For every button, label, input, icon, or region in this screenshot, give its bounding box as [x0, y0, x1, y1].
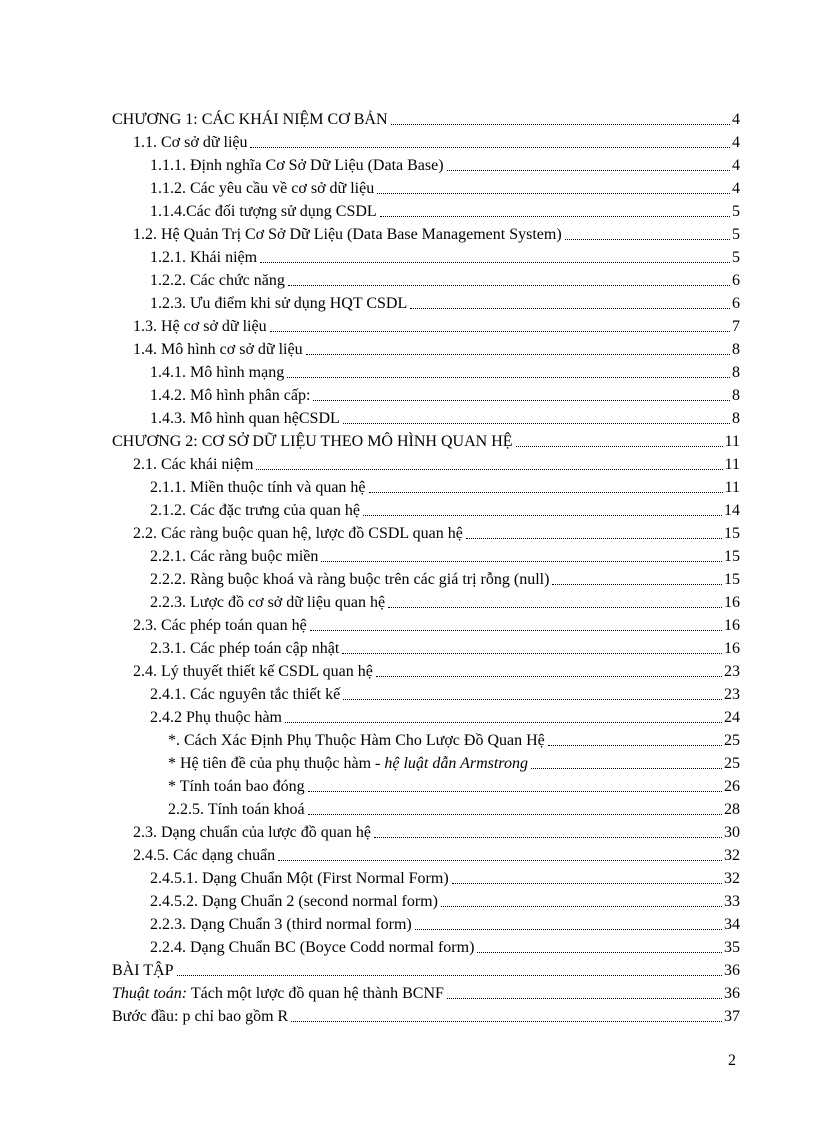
toc-title: 1.2. Hệ Quản Trị Cơ Sở Dữ Liệu (Data Base Management System)	[133, 226, 562, 243]
toc-entry[interactable]	[168, 775, 740, 797]
toc-entry[interactable]	[150, 384, 740, 406]
dot-leader	[565, 239, 730, 240]
toc-entry[interactable]	[133, 660, 740, 682]
toc-title: 2.2.5. Tính toán khoá	[168, 801, 305, 818]
dot-leader	[548, 745, 722, 746]
toc-page: 24	[724, 709, 740, 726]
toc-title: 2.2.2. Ràng buộc khoá và ràng buộc trên các giá trị rỗng (null)	[150, 571, 550, 588]
toc-page: 4	[732, 111, 740, 128]
toc-page: 32	[724, 870, 740, 887]
dot-leader	[256, 469, 722, 470]
toc-page: 7	[732, 318, 740, 335]
dot-leader	[447, 998, 722, 999]
dot-leader	[260, 262, 730, 263]
toc-title: 2.4.1. Các nguyên tắc thiết kế	[150, 686, 341, 703]
toc-title: 2.1. Các khái niệm	[133, 456, 254, 473]
toc-title: 1.1.1. Định nghĩa Cơ Sở Dữ Liệu (Data Base)	[150, 157, 444, 174]
toc-page: 25	[724, 755, 740, 772]
toc-title: 1.4.3. Mô hình quan hệCSDL	[150, 410, 340, 427]
dot-leader	[288, 285, 730, 286]
toc-page: 11	[724, 479, 740, 496]
toc-entry[interactable]	[150, 154, 740, 176]
toc-entry[interactable]	[150, 568, 740, 590]
toc-title: 2.4.5. Các dạng chuẩn	[133, 847, 276, 864]
toc-title: 2.4.2 Phụ thuộc hàm	[150, 709, 282, 726]
toc-entry[interactable]	[133, 614, 740, 636]
dot-leader	[441, 906, 722, 907]
toc-title: 2.4.5.1. Dạng Chuẩn Một (First Normal Form)	[150, 870, 449, 887]
toc-page: 4	[732, 180, 740, 197]
toc-entry[interactable]	[150, 591, 740, 613]
toc-title: 2.2.3. Lược đồ cơ sở dữ liệu quan hệ	[150, 594, 386, 611]
toc-title: 2.2.1. Các ràng buộc miền	[150, 548, 319, 565]
toc-entry[interactable]	[168, 752, 740, 774]
toc-title-italic: Thuật toán:	[112, 985, 188, 1002]
dot-leader	[452, 883, 722, 884]
toc-entry[interactable]	[168, 729, 740, 751]
toc-entry[interactable]	[133, 844, 740, 866]
toc-entry[interactable]	[150, 499, 740, 521]
dot-leader	[552, 584, 722, 585]
toc-page: 33	[724, 893, 740, 910]
toc-title: Bước đầu: p chỉ bao gồm R	[112, 1008, 289, 1025]
dot-leader	[415, 929, 722, 930]
toc-title: 2.3. Các phép toán quan hệ	[133, 617, 307, 634]
dot-leader	[391, 124, 730, 125]
toc-entry[interactable]	[150, 637, 740, 659]
dot-leader	[466, 538, 722, 539]
dot-leader	[308, 791, 722, 792]
dot-leader	[531, 768, 722, 769]
toc-page: 8	[732, 387, 740, 404]
toc-title: 1.2.2. Các chức năng	[150, 272, 285, 289]
dot-leader	[343, 423, 730, 424]
toc-page: 16	[724, 640, 740, 657]
toc-page: 11	[724, 456, 740, 473]
toc-title-italic: hệ luật dẫn Armstrong	[384, 755, 528, 772]
page-number: 2	[728, 1052, 736, 1069]
toc-title: 1.4.2. Mô hình phân cấp:	[150, 387, 311, 404]
toc-entry[interactable]	[133, 821, 740, 843]
dot-leader	[278, 860, 722, 861]
toc-entry[interactable]	[112, 430, 740, 452]
toc-page: 25	[724, 732, 740, 749]
toc-page: 30	[724, 824, 740, 841]
toc-title: BÀI TẬP	[112, 962, 174, 979]
toc-title: 2.2.3. Dạng Chuẩn 3 (third normal form)	[150, 916, 412, 933]
toc-title: 2.3.1. Các phép toán cập nhật	[150, 640, 340, 657]
toc-entry[interactable]	[150, 269, 740, 291]
toc-page: 8	[732, 364, 740, 381]
toc-title	[112, 984, 446, 1004]
dot-leader	[310, 630, 722, 631]
dot-leader	[308, 814, 722, 815]
toc-title: 2.1.2. Các đặc trưng của quan hệ	[150, 502, 360, 519]
toc-page: 5	[732, 249, 740, 266]
toc-entry[interactable]	[150, 545, 740, 567]
dot-leader	[447, 170, 730, 171]
toc-page: 11	[724, 433, 740, 450]
toc-title-plain: * Hệ tiên đề của phụ thuộc hàm -	[168, 755, 385, 772]
toc-entry[interactable]	[168, 798, 740, 820]
toc-title: 1.2.3. Ưu điểm khi sử dụng HQT CSDL	[150, 295, 408, 312]
toc-title: 1.4. Mô hình cơ sở dữ liệu	[133, 341, 303, 358]
dot-leader	[287, 377, 730, 378]
dot-leader	[250, 147, 730, 148]
toc-page: 15	[724, 571, 740, 588]
toc-page: 15	[724, 525, 740, 542]
toc-entry[interactable]	[150, 246, 740, 268]
toc-entry[interactable]	[112, 1005, 740, 1027]
toc-title-plain: Tách một lược đồ quan hệ thành BCNF	[187, 985, 444, 1002]
toc-page: 36	[724, 962, 740, 979]
dot-leader	[342, 653, 722, 654]
toc-title: *. Cách Xác Định Phụ Thuộc Hàm Cho Lược Đồ Quan Hệ	[168, 732, 545, 749]
toc-page: 26	[724, 778, 740, 795]
dot-leader	[410, 308, 730, 309]
toc-entry[interactable]	[150, 683, 740, 705]
toc-entry[interactable]	[150, 292, 740, 314]
toc-page: 16	[724, 617, 740, 634]
dot-leader	[285, 722, 722, 723]
toc-title: 1.1.4.Các đối tượng sử dụng CSDL	[150, 203, 377, 220]
dot-leader	[270, 331, 730, 332]
toc-title: 2.2. Các ràng buộc quan hệ, lược đồ CSDL quan hệ	[133, 525, 463, 542]
toc-page: 23	[724, 663, 740, 680]
toc-entry[interactable]	[133, 315, 740, 337]
dot-leader	[377, 193, 730, 194]
toc-entry[interactable]	[150, 936, 740, 958]
toc-entry[interactable]	[112, 108, 740, 130]
toc-entry[interactable]	[150, 913, 740, 935]
toc-title: 2.2.4. Dạng Chuẩn BC (Boyce Codd normal form)	[150, 939, 475, 956]
dot-leader	[363, 515, 722, 516]
toc-title: 1.1.2. Các yêu cầu về cơ sở dữ liệu	[150, 180, 375, 197]
toc-title: 1.1. Cơ sở dữ liệu	[133, 134, 248, 151]
dot-leader	[291, 1021, 722, 1022]
toc-page: 4	[732, 157, 740, 174]
toc-entry[interactable]	[150, 476, 740, 498]
toc-page: 8	[732, 410, 740, 427]
dot-leader	[177, 975, 723, 976]
dot-leader	[477, 952, 722, 953]
dot-leader	[369, 492, 723, 493]
toc-entry[interactable]	[112, 959, 740, 981]
toc-entry[interactable]	[133, 338, 740, 360]
dot-leader	[313, 400, 730, 401]
toc-entry[interactable]	[133, 453, 740, 475]
toc-title: 1.2.1. Khái niệm	[150, 249, 258, 266]
toc-entry[interactable]	[150, 177, 740, 199]
dot-leader	[306, 354, 730, 355]
toc-entry[interactable]	[133, 223, 740, 245]
toc-title	[168, 754, 530, 774]
dot-leader	[516, 446, 723, 447]
toc-page: 35	[724, 939, 740, 956]
toc-page: 28	[724, 801, 740, 818]
toc-page: 8	[732, 341, 740, 358]
toc-page: 37	[724, 1008, 740, 1025]
toc-title: 1.4.1. Mô hình mạng	[150, 364, 285, 381]
toc-page: 4	[732, 134, 740, 151]
toc-entry[interactable]	[133, 131, 740, 153]
toc-title: 1.3. Hệ cơ sở dữ liệu	[133, 318, 267, 335]
dot-leader	[388, 607, 722, 608]
toc-title: 2.1.1. Miền thuộc tính và quan hệ	[150, 479, 366, 496]
toc-title: 2.4.5.2. Dạng Chuẩn 2 (second normal form)	[150, 893, 438, 910]
dot-leader	[376, 676, 722, 677]
toc-page: 6	[732, 272, 740, 289]
toc-entry[interactable]	[150, 361, 740, 383]
toc-page: 14	[724, 502, 740, 519]
toc-entry[interactable]	[150, 890, 740, 912]
toc-page: 32	[724, 847, 740, 864]
toc-page: 5	[732, 203, 740, 220]
toc-entry[interactable]	[150, 407, 740, 429]
toc-entry[interactable]	[150, 706, 740, 728]
toc-entry[interactable]	[150, 867, 740, 889]
toc-title: 2.3. Dạng chuẩn của lược đồ quan hệ	[133, 824, 371, 841]
dot-leader	[380, 216, 730, 217]
dot-leader	[374, 837, 722, 838]
toc-page: 5	[732, 226, 740, 243]
toc-page: 15	[724, 548, 740, 565]
toc-page: 23	[724, 686, 740, 703]
toc-title: * Tính toán bao đóng	[168, 778, 305, 795]
toc-page: 16	[724, 594, 740, 611]
dot-leader	[321, 561, 722, 562]
toc-page: 6	[732, 295, 740, 312]
toc-entry[interactable]	[150, 200, 740, 222]
toc-title: 2.4. Lý thuyết thiết kế CSDL quan hệ	[133, 663, 373, 680]
toc-title: CHƯƠNG 1: CÁC KHÁI NIỆM CƠ BẢN	[112, 111, 388, 128]
dot-leader	[343, 699, 722, 700]
toc-title: CHƯƠNG 2: CƠ SỞ DỮ LIỆU THEO MÔ HÌNH QUAN HỆ	[112, 433, 513, 450]
toc-entry[interactable]	[112, 982, 740, 1004]
toc-page: 34	[724, 916, 740, 933]
toc-page: 36	[724, 985, 740, 1002]
toc-entry[interactable]	[133, 522, 740, 544]
